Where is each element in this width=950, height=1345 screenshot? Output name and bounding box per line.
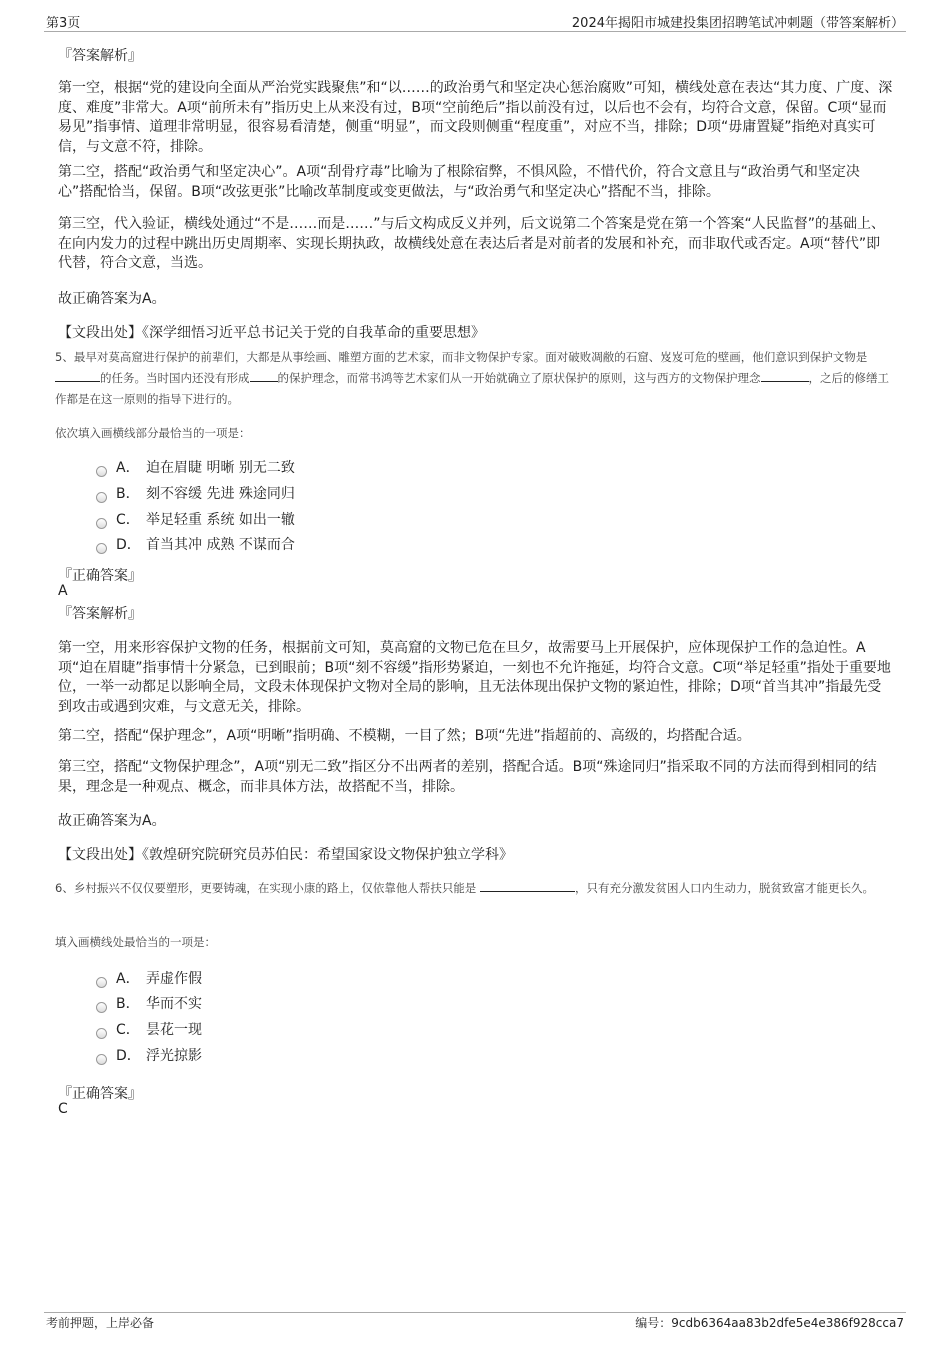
analysis-label: 『答案解析』: [58, 606, 142, 622]
source-citation: 【文段出处】《深学细悟习近平总书记关于党的自我革命的重要思想》: [58, 325, 485, 341]
radio-button[interactable]: [96, 1054, 107, 1065]
radio-button[interactable]: [96, 977, 107, 988]
option-c[interactable]: C． 举足轻重 系统 如出一辙: [96, 510, 295, 530]
option-a[interactable]: A． 迫在眉睫 明晰 别无二致: [96, 458, 295, 478]
question-stem: 5、最早对莫高窟进行保护的前辈们，大都是从事绘画、雕塑方面的艺术家，而非文物保护专家。面对破败凋敝的石窟、岌岌可危的壁画，他们意识到保护文物是的任务。当时国内还没有形成 的保护理念，而常书鸿等艺术家们从一开始就确立了原状保护的原则，这与西方的文物保护理念 ，之后的修缮工作都是在这一原则的指导下进行的。: [55, 350, 889, 406]
analysis-paragraph: 第一空，根据“党的建设向全面从严治党实践聚焦”和“以……的政治勇气和坚定决心惩治腐败”可知，横线处意在表达“其力度、广度、深度、难度”非常大。A项“前所未有”指历史上从来没有过，B项“空前绝后”指以前没有过，以后也不会有，均符合文意，保留。C项“显而易见”指事情、道理非常明显，很容易看清楚，侧重“明显”，而文段则侧重“程度重”，对应不当，排除；D项“毋庸置疑”指绝对真实可信，与文意不符，排除。: [58, 80, 893, 155]
answer-conclusion: 故正确答案为A。: [58, 291, 166, 307]
radio-button[interactable]: [96, 492, 107, 503]
radio-button[interactable]: [96, 543, 107, 554]
question-stem: 6、乡村振兴不仅仅要塑形，更要铸魂，在实现小康的路上，仅依靠他人帮扶只能是 ，只有充分激发贫困人口内生动力，脱贫致富才能更长久。: [55, 881, 874, 895]
option-d[interactable]: D． 浮光掠影: [96, 1046, 202, 1066]
analysis-paragraph: 第三空，代入验证，横线处通过“不是……而是……”与后文构成反义并列，后文说第二个答案是党在第一个答案“人民监督”的基础上、在向内发力的过程中跳出历史周期率、实现长期执政，故横线处意在表达后者是对前者的发展和补充，而非取代或否定。A项“替代”即代替，符合文意，当选。: [58, 216, 886, 271]
radio-button[interactable]: [96, 1028, 107, 1039]
option-a[interactable]: A． 弄虚作假: [96, 969, 202, 989]
analysis-paragraph: 第三空，搭配“文物保护理念”，A项“别无二致”指区分不出两者的差别，搭配合适。B项“殊途同归”指采取不同的方法而得到相同的结果，理念是一种观点、概念，而非具体方法，故搭配不当，排除。: [58, 759, 877, 795]
analysis-label: 『答案解析』: [58, 48, 142, 64]
correct-answer: C: [58, 1101, 68, 1117]
correct-answer-label: 『正确答案』: [58, 1086, 142, 1102]
correct-answer-label: 『正确答案』: [58, 568, 142, 584]
option-b[interactable]: B． 刻不容缓 先进 殊途同归: [96, 484, 295, 504]
document-id: 编号：9cdb6364aa83b2dfe5e4e386f928cca7: [635, 1316, 904, 1330]
analysis-paragraph: 第二空，搭配“保护理念”，A项“明晰”指明确、不模糊，一目了然；B项“先进”指超前的、高级的，均搭配合适。: [58, 728, 751, 744]
question-prompt: 依次填入画横线部分最恰当的一项是：: [55, 426, 251, 440]
page-number: 第3页: [46, 16, 81, 31]
correct-answer: A: [58, 583, 68, 599]
option-c[interactable]: C． 昙花一现: [96, 1020, 202, 1040]
analysis-paragraph: 第二空，搭配“政治勇气和坚定决心”。A项“刮骨疗毒”比喻为了根除宿弊，不惧风险，不惜代价，符合文意且与“政治勇气和坚定决心”搭配恰当，保留。B项“改弦更张”比喻改革制度或变更做法，与“政治勇气和坚定决心”搭配不当，排除。: [58, 164, 860, 200]
analysis-paragraph: 第一空，用来形容保护文物的任务，根据前文可知，莫高窟的文物已危在旦夕，故需要马上开展保护，应体现保护工作的急迫性。A项“迫在眉睫”指事情十分紧急，已到眼前；B项“刻不容缓”指形势紧迫，一刻也不允许拖延，均符合文意。C项“举足轻重”指处于重要地位，一举一动都足以影响全局，文段未体现保护文物对全局的影响，且无法体现出保护文物的紧迫性，排除；D项“首当其冲”指最先受到攻击或遇到灾难，与文意无关，排除。: [58, 640, 891, 715]
document-title: 2024年揭阳市城建投集团招聘笔试冲刺题（带答案解析）: [571, 16, 904, 31]
answer-conclusion: 故正确答案为A。: [58, 813, 166, 829]
radio-button[interactable]: [96, 466, 107, 477]
option-d[interactable]: D． 首当其冲 成熟 不谋而合: [96, 535, 295, 555]
header-divider: [44, 31, 906, 32]
option-b[interactable]: B． 华而不实: [96, 994, 202, 1014]
radio-button[interactable]: [96, 1002, 107, 1013]
footer-slogan: 考前押题，上岸必备: [46, 1316, 155, 1330]
source-citation: 【文段出处】《敦煌研究院研究员苏伯民：希望国家设文物保护独立学科》: [58, 847, 513, 863]
question-prompt: 填入画横线处最恰当的一项是：: [55, 935, 216, 949]
radio-button[interactable]: [96, 518, 107, 529]
footer-divider: [44, 1312, 906, 1313]
